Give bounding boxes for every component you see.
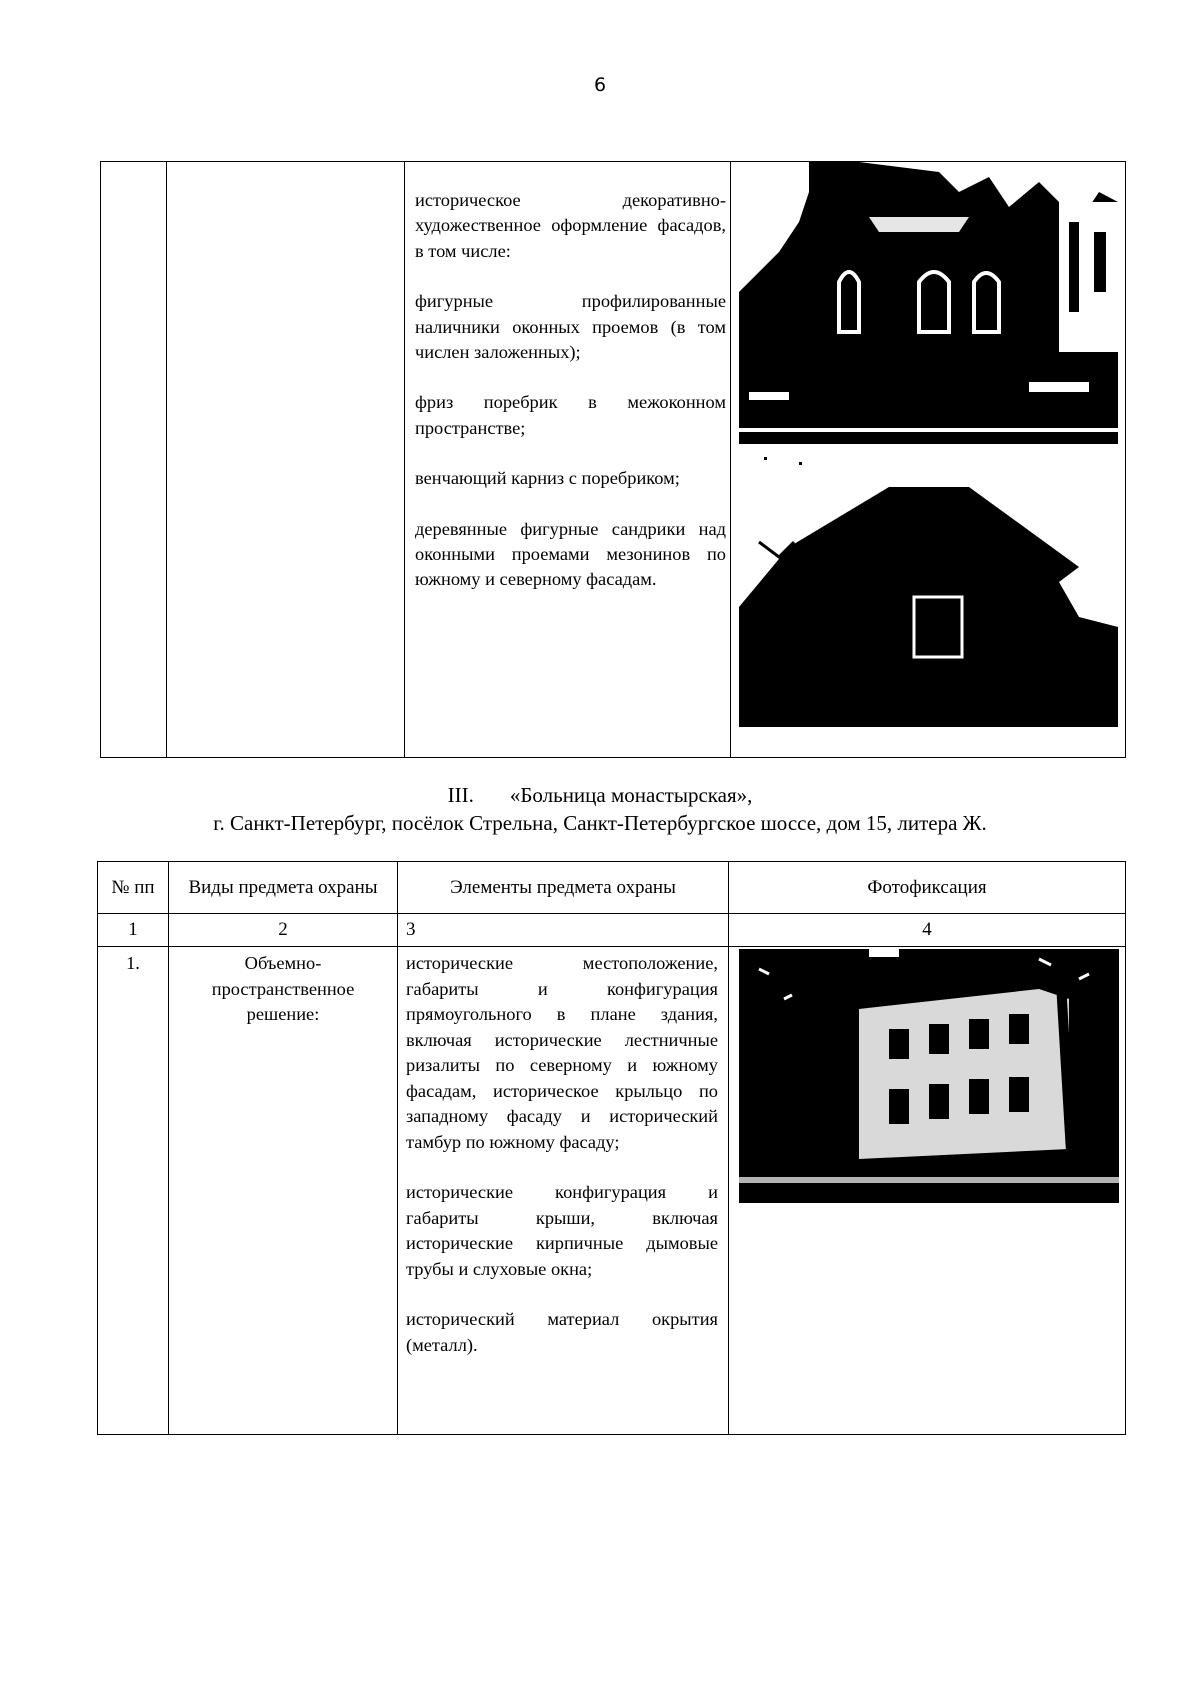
header-photo: Фотофиксация [729, 862, 1126, 914]
row-photo-cell [729, 947, 1126, 1435]
element-paragraph: исторический материал окрытия (металл). [406, 1309, 718, 1355]
row-elements [398, 947, 729, 1435]
photo-cell [731, 162, 1126, 758]
section-address: г. Санкт-Петербург, посёлок Стрельна, Санкт-Петербургское шоссе, дом 15, литера Ж. [213, 811, 987, 835]
row-kind: Объемно-пространственное решение: [169, 947, 398, 1435]
page-number: 6 [593, 74, 607, 96]
element-paragraph: историческое декоративно-художественное оформление фасадов, в том числе: [415, 190, 726, 261]
continuation-table [100, 161, 1126, 758]
section-title [0, 781, 1200, 809]
elements-cell [405, 162, 731, 758]
element-paragraph: фигурные профилированные наличники оконных проемов (в том числен заложенных); [415, 291, 726, 363]
element-paragraph: исторические местоположение, габариты и конфигурация прямоугольного в плане здания, включая исторические лестничные ризалиты по северному и южному фасадам, историческое крыльцо по западному фасаду и исторический тамбур по южному фасаду; [406, 953, 718, 1152]
empty-number-cell [101, 162, 167, 758]
table-row [98, 947, 1126, 1435]
element-paragraph: венчающий карниз с поребриком; [415, 468, 680, 489]
column-number: 3 [398, 914, 729, 947]
section-roman-numeral: III. [447, 783, 474, 807]
column-number: 2 [169, 914, 398, 947]
building-photo [739, 949, 1119, 1203]
facade-photo [739, 162, 1118, 444]
column-number: 1 [98, 914, 169, 947]
header-elements: Элементы предмета охраны [398, 862, 729, 914]
gable-photo [739, 447, 1118, 727]
empty-kind-cell [167, 162, 405, 758]
column-number: 4 [729, 914, 1126, 947]
section-object-name: «Больница монастырская», [509, 783, 753, 807]
element-paragraph: фриз поребрик в межоконном пространстве; [415, 392, 726, 438]
element-paragraph: деревянные фигурные сандрики над оконными проемами мезонинов по южному и северному фасадам. [415, 518, 726, 590]
row-number: 1. [98, 947, 169, 1435]
header-number: № пп [98, 862, 169, 914]
header-kind: Виды предмета охраны [169, 862, 398, 914]
element-paragraph: исторические конфигурация и габариты крыши, включая исторические кирпичные дымовые трубы и слуховые окна; [406, 1182, 718, 1279]
protection-subject-table [97, 861, 1126, 1435]
